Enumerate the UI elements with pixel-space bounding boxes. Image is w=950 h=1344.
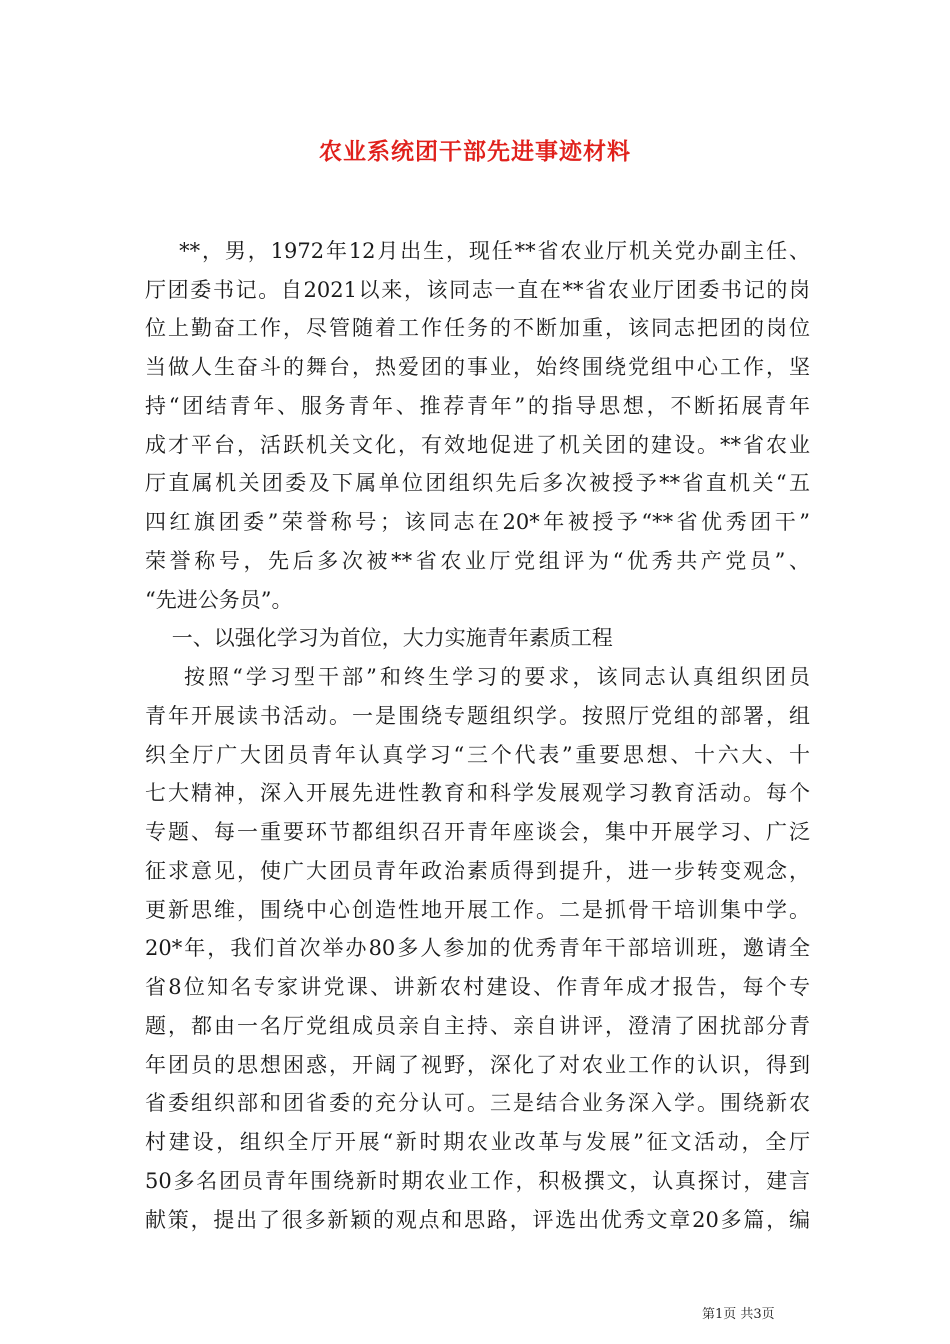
text-line: 征求意见，使广大团员青年政治素质得到提升，进一步转变观念， xyxy=(145,859,810,883)
text-line: **，男，1972年12月出生，现任**省农业厅机关党办副主任、 xyxy=(145,239,810,263)
text-line: 专题、每一重要环节都组织召开青年座谈会，集中开展学习、广泛 xyxy=(145,820,810,844)
text-line: 持“团结青年、服务青年、推荐青年”的指导思想，不断拓展青年 xyxy=(145,394,810,418)
text-line: 位上勤奋工作，尽管随着工作任务的不断加重，该同志把团的岗位 xyxy=(145,316,810,340)
text-line: 青年开展读书活动。一是围绕专题组织学。按照厅党组的部署，组 xyxy=(145,704,810,728)
text-line: 题，都由一名厅党组成员亲自主持、亲自讲评，澄清了困扰部分青 xyxy=(145,1014,810,1038)
text-line: 当做人生奋斗的舞台，热爱团的事业，始终围绕党组中心工作，坚 xyxy=(145,355,810,379)
text-line: 七大精神，深入开展先进性教育和科学发展观学习教育活动。每个 xyxy=(145,781,810,805)
text-line: 村建设，组织全厅开展“新时期农业改革与发展”征文活动，全厅 xyxy=(145,1130,810,1154)
text-line: 50多名团员青年围绕新时期农业工作，积极撰文，认真探讨，建言 xyxy=(145,1169,810,1193)
text-line: 按照“学习型干部”和终生学习的要求，该同志认真组织团员 xyxy=(145,665,810,689)
text-line: 更新思维，围绕中心创造性地开展工作。二是抓骨干培训集中学。 xyxy=(145,898,810,922)
text-line: 省委组织部和团省委的充分认可。三是结合业务深入学。围绕新农 xyxy=(145,1091,810,1115)
text-line: 厅团委书记。自2021以来，该同志一直在**省农业厅团委书记的岗 xyxy=(145,278,810,302)
text-line: 省8位知名专家讲党课、讲新农村建设、作青年成才报告，每个专 xyxy=(145,975,810,999)
page-number: 第1页 共3页 xyxy=(702,1307,775,1322)
text-line: 四红旗团委”荣誉称号；该同志在20*年被授予“**省优秀团干” xyxy=(145,510,810,534)
text-line: “先进公务员”。 xyxy=(145,588,293,612)
document-title: 农业系统团干部先进事迹材料 xyxy=(319,138,631,165)
text-line: 厅直属机关团委及下属单位团组织先后多次被授予**省直机关“五 xyxy=(145,471,810,495)
text-line: 荣誉称号，先后多次被**省农业厅党组评为“优秀共产党员”、 xyxy=(145,549,810,573)
text-line: 20*年，我们首次举办80多人参加的优秀青年干部培训班，邀请全 xyxy=(145,936,810,960)
text-line: 织全厅广大团员青年认真学习“三个代表”重要思想、十六大、十 xyxy=(145,743,810,767)
text-line: 献策，提出了很多新颖的观点和思路，评选出优秀文章20多篇，编 xyxy=(145,1208,810,1232)
text-line: 年团员的思想困惑，开阔了视野，深化了对农业工作的认识，得到 xyxy=(145,1053,810,1077)
text-line: 成才平台，活跃机关文化，有效地促进了机关团的建设。**省农业 xyxy=(145,433,810,457)
section-heading: 一、以强化学习为首位，大力实施青年素质工程 xyxy=(145,626,613,650)
